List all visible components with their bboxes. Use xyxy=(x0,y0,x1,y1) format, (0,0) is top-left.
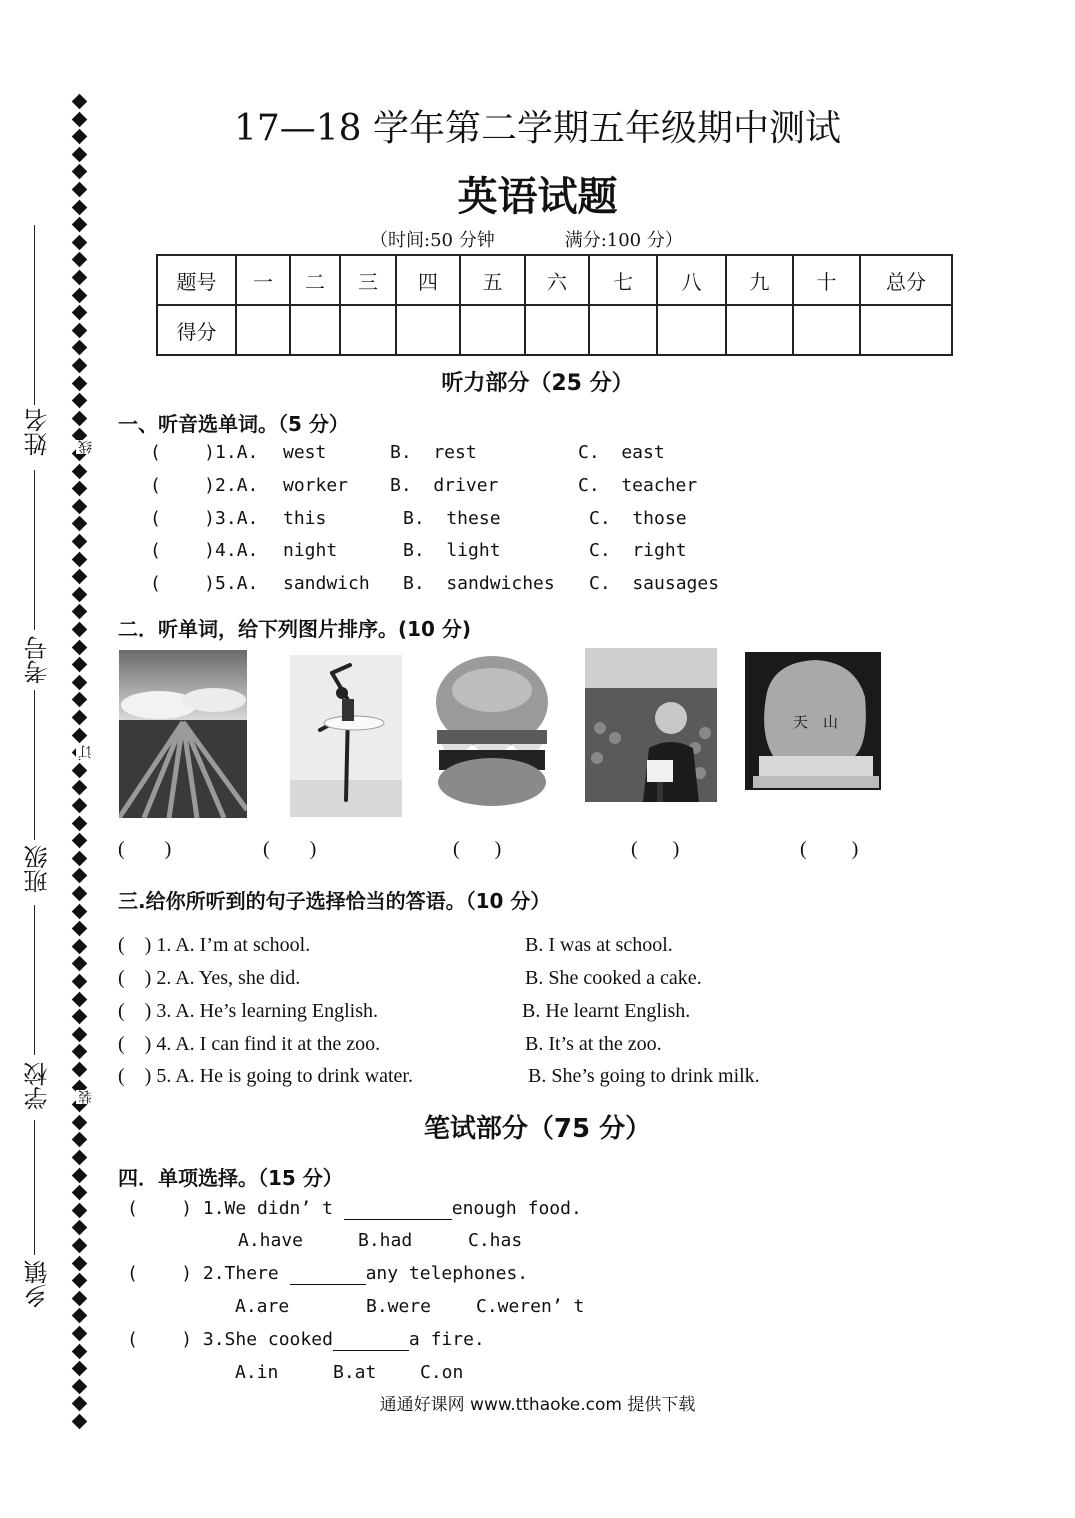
binding-diamond xyxy=(72,921,88,937)
option-a: sandwich xyxy=(283,573,370,594)
score-cell: 总分 xyxy=(860,255,952,305)
binding-diamond xyxy=(72,270,88,286)
answer-bracket[interactable]: ( xyxy=(127,1329,182,1350)
exam-number-label: 考号 xyxy=(24,636,52,684)
footer-credit: 通通好课网 www.tthaoke.com 提供下载 xyxy=(379,1395,696,1415)
answer-bracket[interactable]: ( ) xyxy=(150,475,216,496)
answer-bracket[interactable]: ( ) xyxy=(150,508,216,529)
question-row: ( ) 2.There any telephones. xyxy=(127,1263,529,1284)
option-c: C. sausages xyxy=(589,573,720,594)
binding-diamond xyxy=(72,287,88,303)
binding-diamond-border xyxy=(70,96,94,1436)
score-input-cell[interactable] xyxy=(860,305,952,355)
option-b: B. He learnt English. xyxy=(522,1000,691,1022)
stone-inscription: 天 山 xyxy=(793,713,839,731)
score-input-cell[interactable] xyxy=(290,305,340,355)
binding-diamond xyxy=(72,1414,88,1430)
binding-diamond xyxy=(72,604,88,620)
option-b: B.were xyxy=(366,1296,432,1317)
binding-diamond xyxy=(72,815,88,831)
score-input-cell[interactable] xyxy=(236,305,290,355)
score-cell: 三 xyxy=(340,255,396,305)
field-picture xyxy=(119,650,247,818)
section1-heading: 一、听音选单词。（5 分） xyxy=(118,412,349,436)
binding-diamond xyxy=(72,252,88,268)
score-input-cell[interactable] xyxy=(396,305,460,355)
full-score: 满分:100 分） xyxy=(564,230,683,251)
binding-diamond xyxy=(72,1255,88,1271)
answer-bracket[interactable]: ( xyxy=(127,1198,182,1219)
option-a: A.are xyxy=(235,1296,290,1317)
option-b: B. It’s at the zoo. xyxy=(525,1033,662,1055)
time-info xyxy=(370,226,683,252)
answer-bracket[interactable]: ( xyxy=(118,1000,145,1022)
option-b: B. driver xyxy=(390,475,499,496)
binding-diamond xyxy=(72,763,88,779)
binding-diamond xyxy=(72,886,88,902)
binding-diamond xyxy=(72,1220,88,1236)
option-b: B. She cooked a cake. xyxy=(525,967,702,989)
binding-diamond xyxy=(72,991,88,1007)
school-line xyxy=(34,905,35,1055)
binding-diamond xyxy=(72,569,88,585)
score-input-cell[interactable] xyxy=(525,305,589,355)
binding-diamond xyxy=(72,1308,88,1324)
binding-diamond xyxy=(72,1343,88,1359)
fill-blank[interactable] xyxy=(290,1263,366,1285)
option-a: worker xyxy=(283,475,349,496)
option-c: C.weren’ t xyxy=(476,1296,585,1317)
binding-diamond xyxy=(72,587,88,603)
class-label: 班级 xyxy=(24,845,52,893)
option-b: B. sandwiches xyxy=(403,573,555,594)
option-c: C.has xyxy=(468,1230,523,1251)
question-row: ( )2.A. xyxy=(150,475,259,496)
score-input-cell[interactable] xyxy=(340,305,396,355)
answer-bracket[interactable]: ( ) xyxy=(150,442,216,463)
binding-diamond xyxy=(72,675,88,691)
answer-bracket[interactable]: ( ) xyxy=(631,838,680,860)
class-line xyxy=(34,690,35,840)
option-a: this xyxy=(283,508,327,529)
reporter-picture xyxy=(585,648,717,802)
answer-bracket[interactable]: ( xyxy=(118,1065,145,1087)
binding-diamond xyxy=(72,235,88,251)
question-row: ( )3.A. xyxy=(150,508,259,529)
option-b: B.at xyxy=(333,1362,377,1383)
binding-diamond xyxy=(72,692,88,708)
score-table-header-row xyxy=(157,255,952,305)
binding-diamond xyxy=(72,411,88,427)
binding-diamond xyxy=(72,956,88,972)
score-cell: 一 xyxy=(236,255,290,305)
binding-diamond xyxy=(72,868,88,884)
answer-bracket[interactable]: ( ) xyxy=(150,540,216,561)
tianshan-stone-picture xyxy=(745,652,881,790)
time-limit: （时间:50 分钟 xyxy=(370,230,495,251)
ballet-picture xyxy=(290,655,402,817)
score-input-cell[interactable] xyxy=(589,305,657,355)
option-c: C.on xyxy=(420,1362,464,1383)
binding-diamond xyxy=(72,1009,88,1025)
section3-heading: 三.给你所听到的句子选择恰当的答语。（10 分） xyxy=(118,889,551,913)
answer-bracket[interactable]: ( ) xyxy=(118,838,172,860)
exam-title: 17—18 学年第二学期五年级期中测试 xyxy=(233,108,842,149)
binding-diamond xyxy=(72,1044,88,1060)
writing-part-title: 笔试部分（75 分） xyxy=(423,1114,652,1144)
binding-diamond xyxy=(72,516,88,532)
question-row: ( ) 3.She cooked a fire. xyxy=(127,1329,485,1350)
cut-mark-line: 线 xyxy=(78,440,94,454)
score-row-label: 得分 xyxy=(157,305,236,355)
question-row: ( )5.A. xyxy=(150,573,259,594)
question-row: ( ) 1. A. I’m at school. xyxy=(118,934,311,956)
option-c: C. teacher xyxy=(578,475,698,496)
binding-diamond xyxy=(72,323,88,339)
exam-subtitle: 英语试题 xyxy=(457,174,618,220)
score-cell: 五 xyxy=(460,255,525,305)
binding-diamond xyxy=(72,1361,88,1377)
binding-diamond xyxy=(72,727,88,743)
binding-diamond xyxy=(72,1291,88,1307)
question-row: ( ) 2. A. Yes, she did. xyxy=(118,967,301,989)
binding-diamond xyxy=(72,780,88,796)
question-row: ( )1.A. xyxy=(150,442,259,463)
score-cell: 四 xyxy=(396,255,460,305)
score-cell: 十 xyxy=(793,255,860,305)
question-row: ( ) 5. A. He is going to drink water. xyxy=(118,1065,413,1087)
binding-diamond xyxy=(72,939,88,955)
binding-diamond xyxy=(72,1326,88,1342)
binding-diamond xyxy=(72,710,88,726)
binding-diamond xyxy=(72,1062,88,1078)
town-label: 乡镇 xyxy=(24,1260,52,1308)
listening-part-title: 听力部分（25 分） xyxy=(441,371,634,396)
option-b: B. light xyxy=(403,540,501,561)
binding-diamond xyxy=(72,463,88,479)
binding-diamond xyxy=(72,903,88,919)
binding-diamond xyxy=(72,1167,88,1183)
answer-bracket[interactable]: ( xyxy=(118,934,145,956)
binding-diamond xyxy=(72,851,88,867)
section2-heading: 二．听单词，给下列图片排序。(10 分) xyxy=(118,617,472,641)
question-row: ( ) 1.We didn’ t enough food. xyxy=(127,1198,582,1219)
option-c: C. east xyxy=(578,442,665,463)
question-row: ( ) 3. A. He’s learning English. xyxy=(118,1000,378,1022)
score-cell: 二 xyxy=(290,255,340,305)
answer-bracket[interactable]: ( ) xyxy=(263,838,317,860)
option-a: A.in xyxy=(235,1362,279,1383)
answer-bracket[interactable]: ( ) xyxy=(800,838,859,860)
score-table-score-row xyxy=(157,305,952,355)
binding-diamond xyxy=(72,833,88,849)
question-row: ( ) 4. A. I can find it at the zoo. xyxy=(118,1033,381,1055)
score-input-cell[interactable] xyxy=(657,305,726,355)
binding-diamond xyxy=(72,481,88,497)
binding-diamond xyxy=(72,534,88,550)
option-b: B. I was at school. xyxy=(525,934,673,956)
score-cell: 九 xyxy=(726,255,793,305)
option-a: A.have xyxy=(238,1230,304,1251)
binding-diamond xyxy=(72,1027,88,1043)
score-cell: 八 xyxy=(657,255,726,305)
binding-diamond xyxy=(72,639,88,655)
score-cell: 六 xyxy=(525,255,589,305)
option-b: B. She’s going to drink milk. xyxy=(528,1065,760,1087)
score-cell: 题号 xyxy=(157,255,236,305)
score-table xyxy=(156,254,953,356)
option-c: C. right xyxy=(589,540,687,561)
option-a: night xyxy=(283,540,338,561)
binding-diamond xyxy=(72,551,88,567)
binding-diamond xyxy=(72,340,88,356)
binding-diamond xyxy=(72,1238,88,1254)
cut-mark-bind: 订 xyxy=(78,745,94,759)
binding-diamond xyxy=(72,974,88,990)
fill-blank[interactable] xyxy=(333,1329,409,1351)
binding-diamond xyxy=(72,622,88,638)
question-row: ( )4.A. xyxy=(150,540,259,561)
binding-diamond xyxy=(72,798,88,814)
answer-bracket[interactable]: ( xyxy=(118,1033,145,1055)
answer-bracket[interactable]: ( ) xyxy=(453,838,502,860)
binding-diamond xyxy=(72,499,88,515)
option-c: C. those xyxy=(589,508,687,529)
score-input-cell[interactable] xyxy=(460,305,525,355)
option-b: B. these xyxy=(403,508,501,529)
score-input-cell[interactable] xyxy=(726,305,793,355)
binding-diamond xyxy=(72,1150,88,1166)
score-cell: 七 xyxy=(589,255,657,305)
binding-diamond xyxy=(72,1203,88,1219)
option-b: B. rest xyxy=(390,442,477,463)
binding-diamond xyxy=(72,1273,88,1289)
answer-bracket[interactable]: ( xyxy=(118,967,145,989)
answer-bracket[interactable]: ( ) xyxy=(150,573,216,594)
binding-diamond xyxy=(72,1185,88,1201)
option-b: B.had xyxy=(358,1230,413,1251)
fill-blank[interactable] xyxy=(344,1198,452,1220)
cut-mark-staple: 装 xyxy=(78,1090,94,1104)
answer-bracket[interactable]: ( xyxy=(127,1263,182,1284)
score-input-cell[interactable] xyxy=(793,305,860,355)
section4-heading: 四．单项选择。（15 分） xyxy=(118,1166,343,1190)
name-label: 姓名 xyxy=(24,408,52,456)
exam-number-line xyxy=(34,470,35,630)
school-label: 学校 xyxy=(24,1062,52,1110)
binding-diamond xyxy=(72,305,88,321)
binding-diamond xyxy=(72,657,88,673)
hamburger-picture xyxy=(433,652,551,808)
option-a: west xyxy=(283,442,327,463)
